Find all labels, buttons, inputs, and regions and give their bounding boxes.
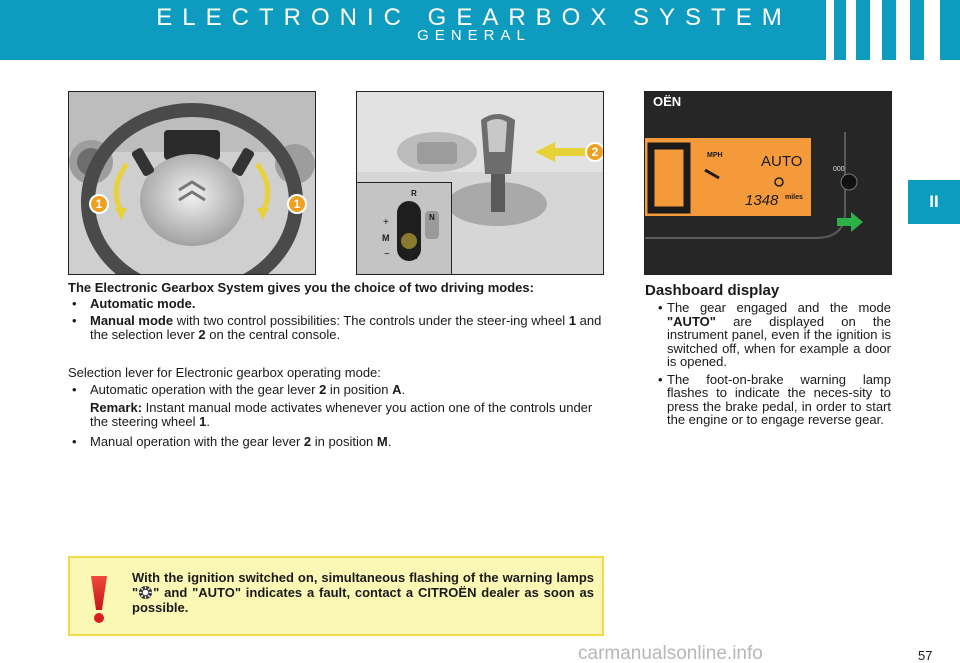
page-header	[0, 0, 960, 60]
auto-operation-text: .	[401, 382, 406, 397]
odometer-value: 1348	[745, 192, 779, 209]
header-stripe	[826, 0, 834, 60]
auto-operation-text: Automatic operation with the gear lever	[90, 382, 320, 397]
auto-operation	[68, 383, 604, 397]
header-stripe	[924, 0, 940, 60]
ref-1: 1	[199, 414, 207, 429]
main-text	[68, 281, 604, 449]
mode-manual	[68, 314, 604, 342]
mode-automatic	[68, 297, 604, 311]
gate-label-minus: −	[384, 249, 390, 260]
dashboard-heading: Dashboard display	[645, 282, 780, 299]
manual-operation-text: Manual operation with the gear lever	[90, 434, 304, 449]
remark	[68, 401, 604, 429]
gear-gate-inset	[356, 182, 452, 275]
gate-label-plus: +	[383, 217, 389, 228]
steering-wheel-figure	[68, 91, 316, 275]
mode-manual-text: on the central console.	[205, 327, 341, 342]
remark-text: Instant manual mode activates whenever you action one of the controls under the steering wheel	[90, 400, 593, 429]
chapter-tab[interactable]: II	[908, 180, 960, 224]
mode-manual-text: with two control possibilities: The controls under the steer-ing wheel	[173, 313, 569, 328]
remark-text: .	[206, 414, 210, 429]
spacer	[68, 342, 604, 360]
ref-2: 2	[319, 382, 327, 397]
header-stripe	[870, 0, 882, 60]
mode-automatic-label: Automatic mode.	[90, 296, 196, 311]
manual-operation-text: .	[387, 434, 392, 449]
speed-unit: MPH	[707, 152, 723, 159]
dashboard-brand: OËN	[653, 94, 682, 109]
callout-1-right: 1	[287, 194, 307, 214]
page-title: ELECTRONIC GEARBOX SYSTEM	[156, 4, 792, 31]
ref-2: 2	[303, 434, 312, 449]
mode-manual-label: Manual mode	[90, 313, 174, 328]
gate-label-r: R	[411, 189, 417, 198]
position-a: A	[392, 382, 402, 397]
mode-manual-text: and the selection lever	[90, 313, 602, 342]
ref-2: 2	[198, 327, 206, 342]
position-m: M	[376, 434, 388, 449]
warning-box	[68, 556, 604, 636]
dashboard-section	[645, 283, 891, 427]
trip-counter: 000	[833, 166, 845, 173]
dashboard-bullet-1	[645, 301, 891, 369]
dashboard-bullet-text: The gear engaged and the mode	[667, 300, 891, 315]
dashboard-bullet-2: • The foot-on-brake warning lamp flashes to indicate the neces-sity to press the brake pedal, in order to start the engine or to engage reverse gear.	[645, 373, 891, 427]
gate-label-a: A	[411, 251, 418, 261]
dashboard-figure	[644, 91, 892, 275]
manual-operation-text: in position	[311, 434, 377, 449]
auto-operation-text: in position	[326, 382, 393, 397]
dashboard-bullet-text: are displayed on the instrument panel, even if the ignition is switched off, when for example a door is opened.	[667, 313, 891, 369]
page-number: 57	[918, 648, 933, 663]
lever-intro: Selection lever for Electronic gearbox operating mode:	[68, 365, 381, 380]
ref-1: 1	[568, 313, 577, 328]
auto-mode-indicator: AUTO	[761, 153, 803, 170]
gate-label-m: M	[382, 233, 390, 243]
gate-label-n: N	[429, 213, 435, 222]
callout-1-left: 1	[89, 194, 109, 214]
warning-icon	[82, 574, 116, 624]
brake-warning-icon	[138, 585, 153, 600]
warning-text-part: With the ignition switched on, simultaneous flashing of the warning lamps "	[132, 570, 594, 600]
manual-operation	[68, 435, 604, 449]
watermark: carmanualsonline.info	[578, 643, 763, 663]
page-subtitle: GENERAL	[417, 27, 531, 44]
warning-text-part: " and "AUTO" indicates a fault, contact a CITROËN dealer as soon as possible.	[132, 585, 594, 615]
header-stripe	[896, 0, 910, 60]
warning-text	[132, 570, 594, 615]
intro-text: The Electronic Gearbox System gives you the choice of two driving modes:	[68, 280, 534, 295]
callout-2: 2	[585, 142, 604, 162]
auto-label: "AUTO"	[667, 313, 716, 329]
remark-label: Remark:	[90, 400, 143, 415]
distance-unit: miles	[785, 194, 803, 201]
header-stripe	[846, 0, 856, 60]
